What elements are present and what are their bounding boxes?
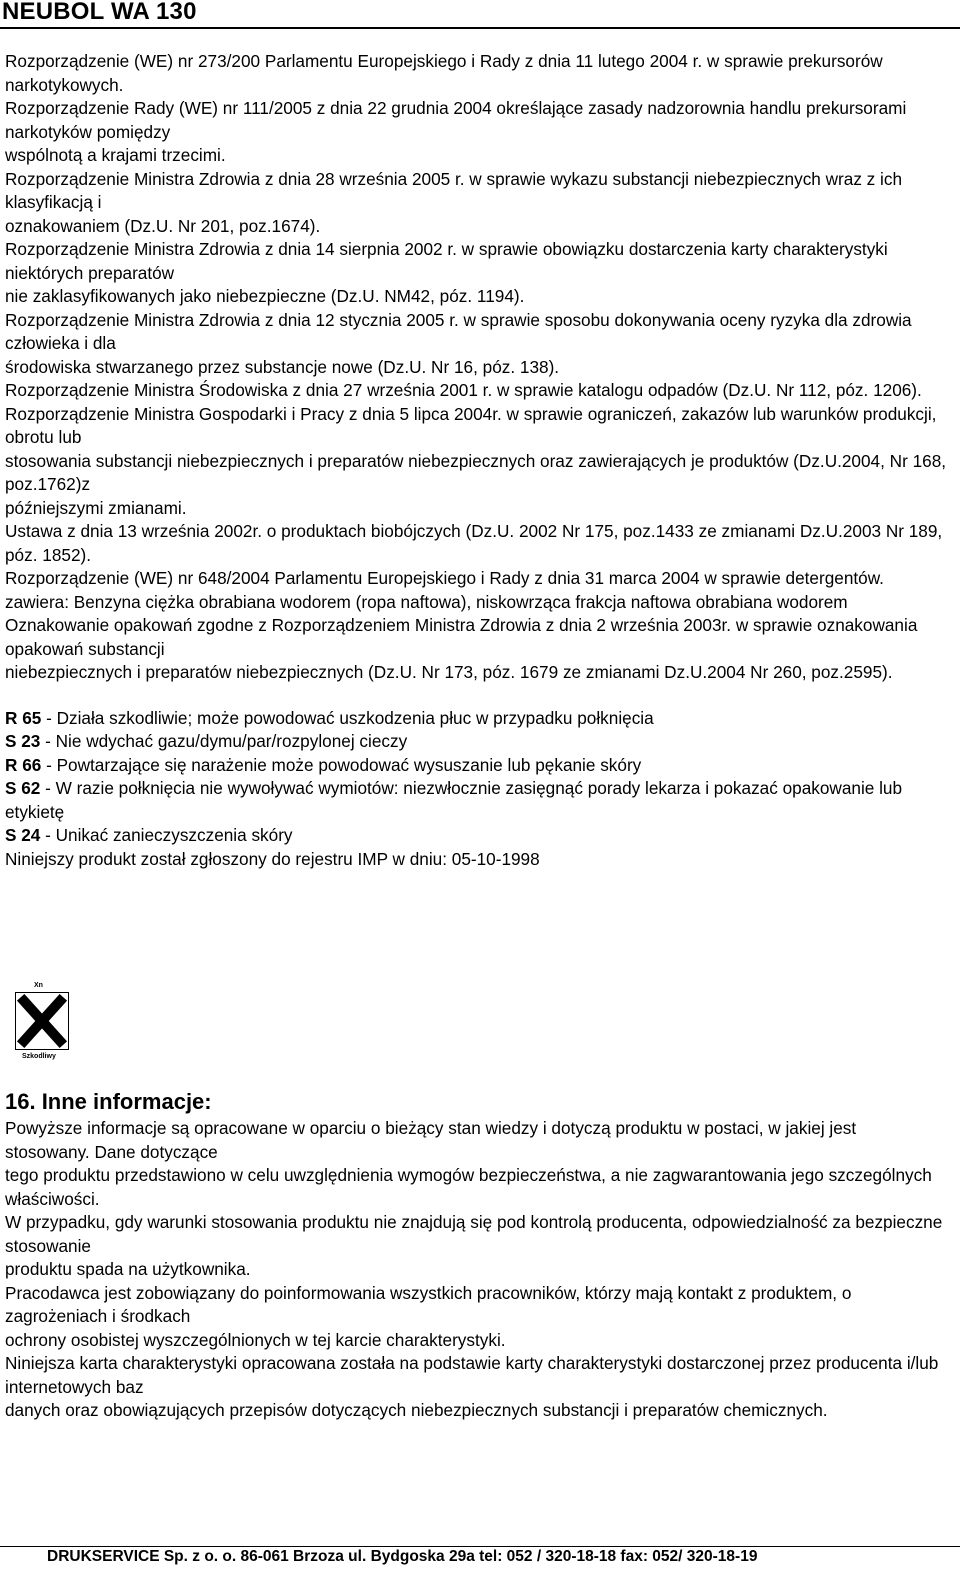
phrase-text: - Nie wdychać gazu/dymu/par/rozpylonej cieczy bbox=[40, 731, 408, 751]
info-line: produktu spada na użytkownika. bbox=[5, 1259, 251, 1279]
safety-phrase bbox=[5, 777, 950, 824]
section-title: 16. Inne informacje: bbox=[5, 1089, 212, 1114]
info-line: Powyższe informacje są opracowane w oparciu o bieżący stan wiedzy i dotyczą produktu w postaci, w jakiej jest stosowany. Dane dotyczące bbox=[5, 1118, 857, 1162]
info-line: Pracodawca jest zobowiązany do poinformowania wszystkich pracowników, którzy mają kontakt z produktem, o zagrożeniach i środkach bbox=[5, 1282, 852, 1326]
info-line: ochrony osobistej wyszczególnionych w tej karcie charakterystyki. bbox=[5, 1329, 506, 1350]
phrase-code: S 62 bbox=[5, 778, 41, 798]
regulation-line: Rozporządzenie Rady (WE) nr 111/2005 z dnia 22 grudnia 2004 określające zasady nadzorownia handlu prekursorami narkotyków pomiędzy bbox=[5, 98, 907, 142]
phrase-code: R 66 bbox=[5, 754, 42, 775]
regulation-line: nie zaklasyfikowanych jako niebezpieczne (Dz.U. NM42, póz. 1194). bbox=[5, 286, 525, 306]
company-footer: DRUKSERVICE Sp. z o. o. 86-061 Brzoza ul. Bydgoska 29a tel: 052 / 320-18-18 fax: 052/ 320-18-19 bbox=[47, 1548, 758, 1565]
regulation-line: Rozporządzenie Ministra Środowiska z dnia 27 września 2001 r. w sprawie katalogu odpadów (Dz.U. Nr 112, póz. 1206). bbox=[5, 380, 922, 400]
regulation-line: Ustawa z dnia 13 września 2002r. o produktach biobójczych (Dz.U. 2002 Nr 175, poz.1433 ze zmianami Dz.U.2003 Nr 189, póz. 1852). bbox=[5, 521, 943, 565]
phrase-code: S 23 bbox=[5, 731, 41, 751]
risk-phrase bbox=[5, 707, 950, 731]
regulation-line: Rozporządzenie Ministra Gospodarki i Pracy z dnia 5 lipca 2004r. w sprawie ograniczeń, zakazów lub warunków produkcji, obrotu lub bbox=[5, 403, 937, 447]
regulation-line: Rozporządzenie Ministra Zdrowia z dnia 14 sierpnia 2002 r. w sprawie obowiązku dostarczenia karty charakterystyki niektórych preparatów bbox=[5, 239, 888, 283]
info-line: W przypadku, gdy warunki stosowania produktu nie znajdują się pod kontrolą producenta, odpowiedzialność za bezpieczne stosowanie bbox=[5, 1212, 943, 1256]
regulation-line: stosowania substancji niebezpiecznych i preparatów niebezpiecznych oraz zawierających je produktów (Dz.U.2004, Nr 168, poz.1762)z bbox=[5, 450, 947, 494]
hazard-symbol bbox=[12, 982, 72, 1062]
regulation-line: zawiera: Benzyna ciężka obrabiana wodorem (ropa naftowa), niskowrząca frakcja naftowa obrabiana wodorem bbox=[5, 591, 848, 612]
regulation-line: oznakowaniem (Dz.U. Nr 201, poz.1674). bbox=[5, 215, 321, 236]
regulation-line: niebezpiecznych i preparatów niebezpiecznych (Dz.U. Nr 173, póz. 1679 ze zmianami Dz.U.2004 Nr 260, poz.2595). bbox=[5, 662, 893, 682]
registration-note: Niniejszy produkt został zgłoszony do rejestru IMP w dniu: 05-10-1998 bbox=[5, 848, 540, 869]
safety-phrase bbox=[5, 730, 950, 754]
hazard-label: Szkodliwy bbox=[22, 1053, 56, 1060]
phrase-text: - W razie połknięcia nie wywoływać wymiotów: niezwłocznie zasięgnąć porady lekarza i pokazać opakowanie lub etykietę bbox=[5, 778, 903, 822]
header-divider bbox=[0, 27, 960, 29]
info-line: tego produktu przedstawiono w celu uwzględnienia wymogów bezpieczeństwa, a nie zagwarantowania jego szczególnych właściwości. bbox=[5, 1165, 932, 1209]
footer-divider bbox=[0, 1546, 960, 1547]
phrase-code: R 65 bbox=[5, 707, 42, 728]
regulation-line: Rozporządzenie Ministra Zdrowia z dnia 28 września 2005 r. w sprawie wykazu substancji niebezpiecznych wraz z ich klasyfikacją i bbox=[5, 168, 903, 212]
regulation-line: Rozporządzenie (WE) nr 648/2004 Parlamentu Europejskiego i Rady z dnia 31 marca 2004 w sprawie detergentów. bbox=[5, 568, 884, 588]
info-line: danych oraz obowiązujących przepisów dotyczących niebezpiecznych substancji i preparatów chemicznych. bbox=[5, 1400, 828, 1420]
regulation-line: Rozporządzenie Ministra Zdrowia z dnia 12 stycznia 2005 r. w sprawie sposobu dokonywania oceny ryzyka dla zdrowia człowieka i dla bbox=[5, 309, 912, 353]
regulation-line: Rozporządzenie (WE) nr 273/200 Parlamentu Europejskiego i Rady z dnia 11 lutego 2004 r. w sprawie prekursorów narkotykowych. bbox=[5, 51, 883, 95]
other-info-block bbox=[5, 1117, 945, 1423]
safety-phrase bbox=[5, 824, 950, 848]
regulation-line: środowiska stwarzanego przez substancje nowe (Dz.U. Nr 16, póz. 138). bbox=[5, 356, 560, 377]
document-title: NEUBOL WA 130 bbox=[2, 0, 197, 25]
phrase-text: - Działa szkodliwie; może powodować uszkodzenia płuc w przypadku połknięcia bbox=[41, 707, 654, 728]
harmful-x-icon bbox=[15, 992, 69, 1050]
regulation-line: wspólnotą a krajami trzecimi. bbox=[5, 145, 226, 165]
regulation-line: Oznakowanie opakowań zgodne z Rozporządzeniem Ministra Zdrowia z dnia 2 września 2003r. w sprawie oznakowania opakowań substancji bbox=[5, 615, 918, 659]
regulation-line: późniejszymi zmianami. bbox=[5, 497, 187, 518]
hazard-code: Xn bbox=[34, 982, 43, 989]
phrase-text: - Unikać zanieczyszczenia skóry bbox=[40, 825, 293, 845]
phrase-text: - Powtarzające się narażenie może powodować wysuszanie lub pękanie skóry bbox=[41, 754, 642, 775]
regulations-block bbox=[5, 50, 950, 871]
phrase-code: S 24 bbox=[5, 825, 41, 845]
risk-phrase bbox=[5, 754, 950, 778]
info-line: Niniejsza karta charakterystyki opracowana została na podstawie karty charakterystyki dostarczonej przez producenta i/lub internetowych baz bbox=[5, 1353, 939, 1397]
